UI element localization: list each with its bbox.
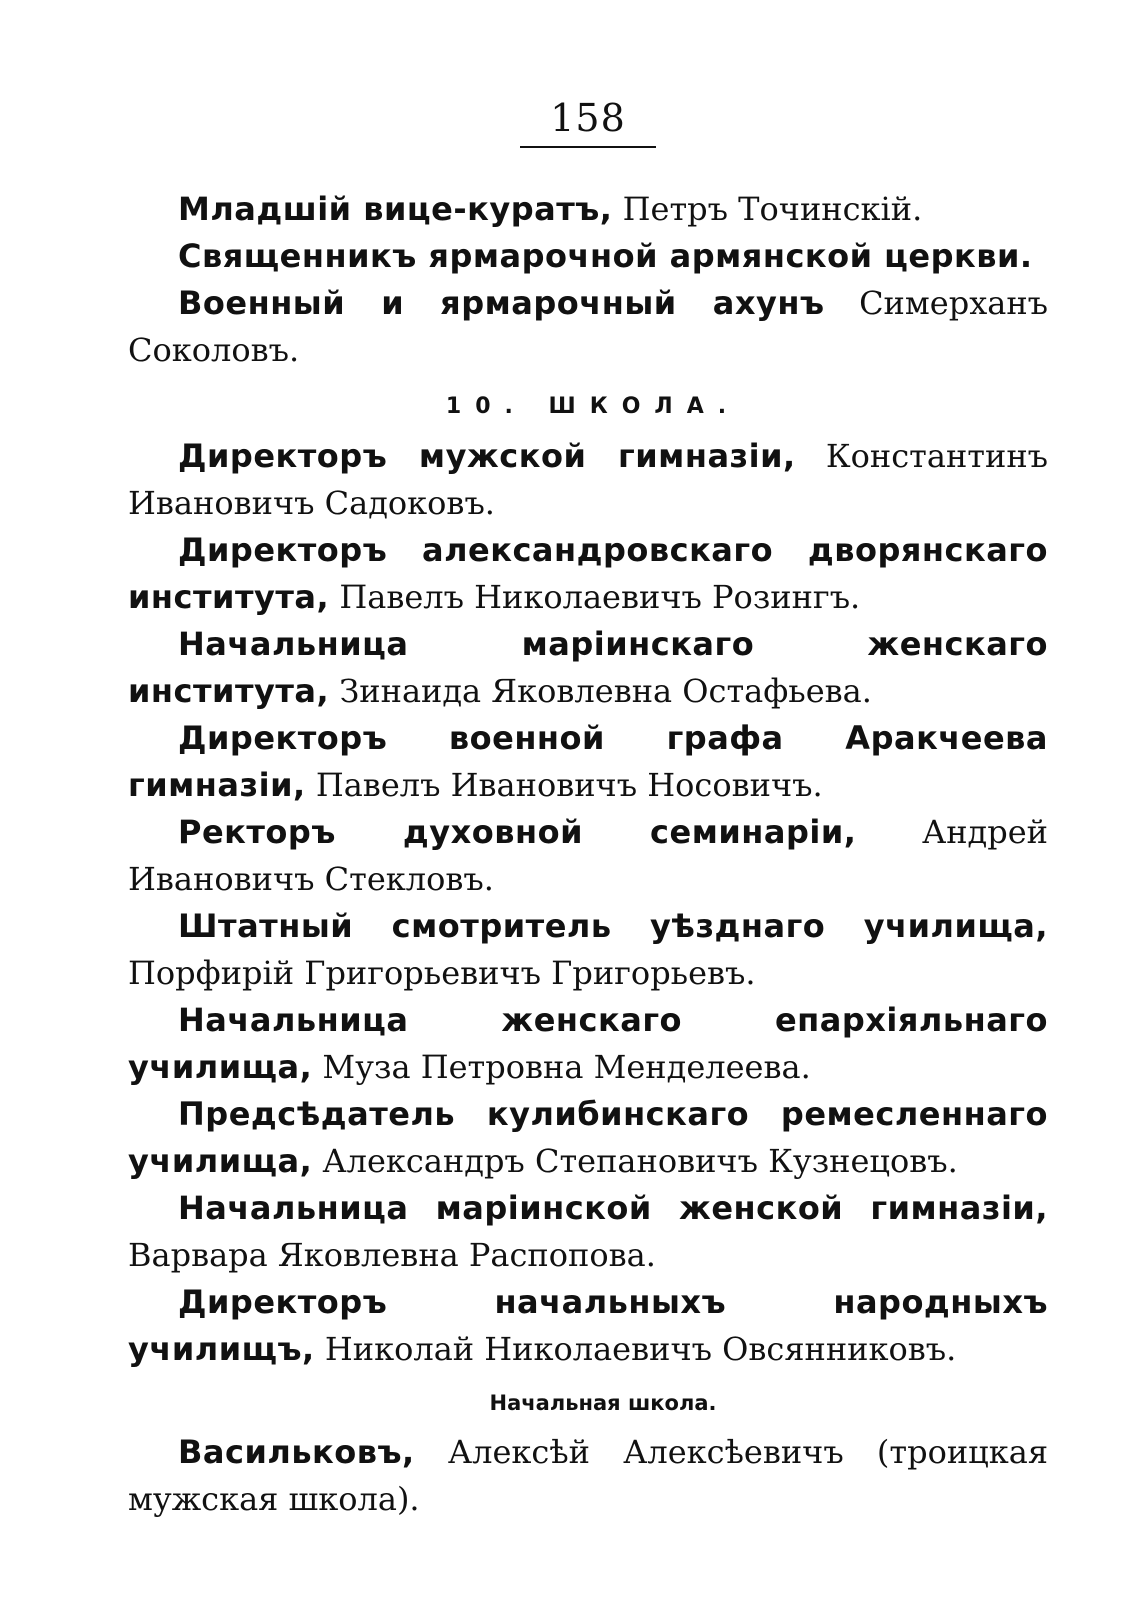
entry-title: Военный и ярмарочный ахунъ: [178, 284, 825, 322]
entry: [128, 527, 1048, 621]
entry: [128, 997, 1048, 1091]
entry-title: Начальница маріинской женской гимназіи,: [178, 1189, 1048, 1227]
entry-title: Директоръ александровскаго дворянскаго института,: [128, 531, 1048, 616]
entry-name: Андрей Ивановичъ Стекловъ.: [128, 813, 1048, 898]
entry-name: Муза Петровна Менделеева.: [312, 1048, 811, 1086]
entries-school: [128, 433, 1048, 1373]
entry: [128, 903, 1048, 997]
page-content: [128, 186, 1048, 1523]
entry-name: Порфирій Григорьевичъ Григорьевъ.: [128, 954, 756, 992]
entry-name: Петръ Точинскій.: [612, 190, 923, 228]
entry-name: Алексѣй Алексѣевичъ (троицкая мужская школа).: [128, 1433, 1048, 1518]
entry: [128, 186, 1048, 233]
entry: [128, 809, 1048, 903]
entry: [128, 433, 1048, 527]
entry-title: Священникъ ярмарочной армянской церкви.: [178, 237, 1033, 275]
entry: [128, 1429, 1048, 1523]
entry-title: Предсѣдатель кулибинскаго ремесленнаго училища,: [128, 1095, 1048, 1180]
entry-title: Директоръ военной графа Аракчеева гимназіи,: [128, 719, 1048, 804]
entry-title: Васильковъ,: [178, 1433, 415, 1471]
entry-name: Варвара Яковлевна Распопова.: [128, 1236, 656, 1274]
entry-name: Павелъ Николаевичъ Розингъ.: [329, 578, 861, 616]
entry: [128, 715, 1048, 809]
entry-title: Директоръ мужской гимназіи,: [178, 437, 796, 475]
entry: [128, 621, 1048, 715]
entry: [128, 1091, 1048, 1185]
entry-title: Младшій вице-куратъ,: [178, 190, 613, 228]
entries-primary: [128, 1429, 1048, 1523]
entry: [128, 1185, 1048, 1279]
entry-name: Симерханъ Соколовъ.: [128, 284, 1049, 369]
entry-title: Директоръ начальныхъ народныхъ училищъ,: [128, 1283, 1048, 1368]
entry: [128, 1279, 1048, 1373]
entry-name: Зинаида Яковлевна Остафьева.: [329, 672, 872, 710]
section-heading: 10. ШКОЛА.: [445, 394, 741, 419]
entry-title: Начальница женскаго епархіяльнаго училища,: [128, 1001, 1048, 1086]
entry-name: Павелъ Ивановичъ Носовичъ.: [305, 766, 823, 804]
entry: [128, 280, 1048, 374]
entry-name: Константинъ Ивановичъ Садоковъ.: [128, 437, 1049, 522]
entry-title: Ректоръ духовной семинаріи,: [178, 813, 857, 851]
entry-title: Штатный смотритель уѣзднаго училища,: [178, 907, 1048, 945]
entry-title: Начальница маріинскаго женскаго института,: [128, 625, 1048, 710]
entry: [128, 233, 1048, 280]
entry-name: Николай Николаевичъ Овсянниковъ.: [314, 1330, 957, 1368]
entries-top: [128, 186, 1048, 374]
subheading: Начальная школа.: [489, 1391, 717, 1415]
page-number: 158: [520, 96, 656, 148]
entry-name: Александръ Степановичъ Кузнецовъ.: [312, 1142, 958, 1180]
